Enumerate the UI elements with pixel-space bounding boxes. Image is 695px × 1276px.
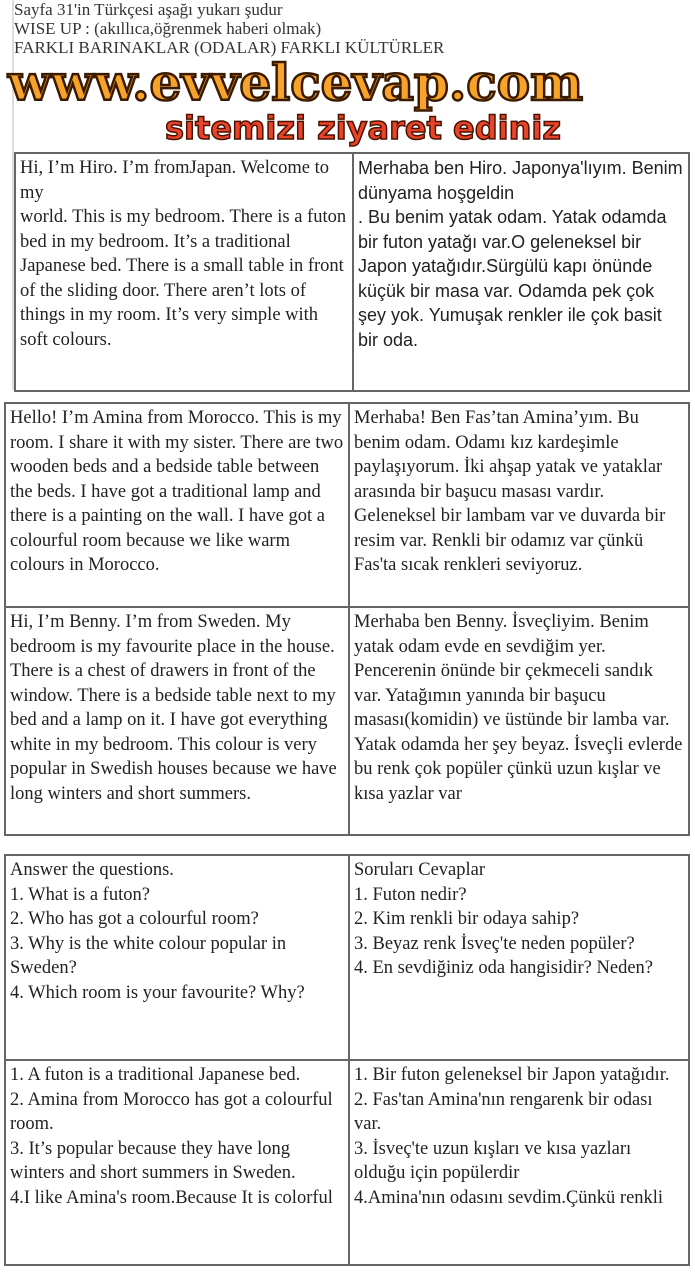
header-line-3: FARKLI BARINAKLAR (ODALAR) FARKLI KÜLTÜRLER — [14, 38, 445, 57]
table-questions-answers — [4, 854, 690, 1266]
english-text: Hi, I’m Benny. I’m from Sweden. My bedroom is my favourite place in the house. There is a chest of drawers in front of the window. There is a bedside table next to my bed and a lamp on it. I have got everything white in my bedroom. This colour is very popular in Swedish houses because we have long winters and short summers. — [5, 607, 349, 835]
header-line-1: Sayfa 31'in Türkçesi aşağı yukarı şudur — [14, 0, 283, 19]
table-row — [5, 403, 689, 607]
table-hiro — [14, 152, 690, 392]
turkish-questions: Soruları Cevaplar 1. Futon nedir? 2. Kim renkli bir odaya sahip? 3. Beyaz renk İsveç'te neden popüler? 4. En sevdiğiniz oda hangisidir? Neden? — [349, 855, 689, 1060]
page-header — [0, 0, 695, 150]
turkish-text: Merhaba ben Hiro. Japonya'lıyım. Benim dünyama hoşgeldin . Bu benim yatak odam. Yatak odamda bir futon yatağı var.O geleneksel bir Japon yatağıdır.Sürgülü kapı önünde küçük bir masa var. Odamda pek çok şey yok. Yumuşak renkler ile çok basit bir oda. — [353, 153, 689, 391]
english-text: Hi, I’m Hiro. I’m fromJapan. Welcome to my world. This is my bedroom. There is a futon bed in my bedroom. It’s a traditional Japanese bed. There is a small table in front of the sliding door. There aren’t lots of things in my room. It’s very simple with soft colours. — [15, 153, 353, 391]
turkish-answers: 1. Bir futon geleneksel bir Japon yatağıdır. 2. Fas'tan Amina'nın rengarenk bir odası var. 3. İsveç'te uzun kışları ve kısa yazları olduğu için popülerdir 4.Amina'nın odasını sevdim.Çünkü renkli — [349, 1060, 689, 1265]
english-answers: 1. A futon is a traditional Japanese bed. 2. Amina from Morocco has got a colourful room. 3. It’s popular because they have long winters and short summers in Sweden. 4.I like Amina's room.Because It is colorful — [5, 1060, 349, 1265]
table-amina-benny — [4, 402, 690, 836]
english-questions: Answer the questions. 1. What is a futon? 2. Who has got a colourful room? 3. Why is the white colour popular in Sweden? 4. Which room is your favourite? Why? — [5, 855, 349, 1060]
turkish-text: Merhaba ben Benny. İsveçliyim. Benim yatak odam evde en sevdiğim yer. Pencerenin önünde bir çekmeceli sandık var. Yatağımın yanında bir başucu masası(komidin) ve üstünde bir lamba var. Yatak odamda her şey beyaz. İsveçli evlerde bu renk çok popüler çünkü uzun kışlar ve kısa yazlar var — [349, 607, 689, 835]
table-row — [5, 607, 689, 835]
header-line-2: WISE UP : (akıllıca,öğrenmek haberi olmak) — [14, 19, 322, 38]
watermark-url: www.evvelcevap.com — [8, 53, 583, 112]
english-text: Hello! I’m Amina from Morocco. This is my room. I share it with my sister. There are two wooden beds and a bedside table between the beds. I have got a traditional lamp and there is a painting on the wall. I have got a colourful room because we like warm colours in Morocco. — [5, 403, 349, 607]
table-row — [15, 153, 689, 391]
turkish-text: Merhaba! Ben Fas’tan Amina’yım. Bu benim odam. Odamı kız kardeşimle paylaşıyorum. İki ahşap yatak ve yataklar arasında bir başucu masası vardır. Geleneksel bir lambam var ve duvarda bir resim var. Renkli bir odamız var çünkü Fas'ta sıcak renkleri seviyoruz. — [349, 403, 689, 607]
table-row — [5, 1060, 689, 1265]
watermark-slogan: sitemizi ziyaret ediniz — [165, 109, 561, 147]
table-row — [5, 855, 689, 1060]
